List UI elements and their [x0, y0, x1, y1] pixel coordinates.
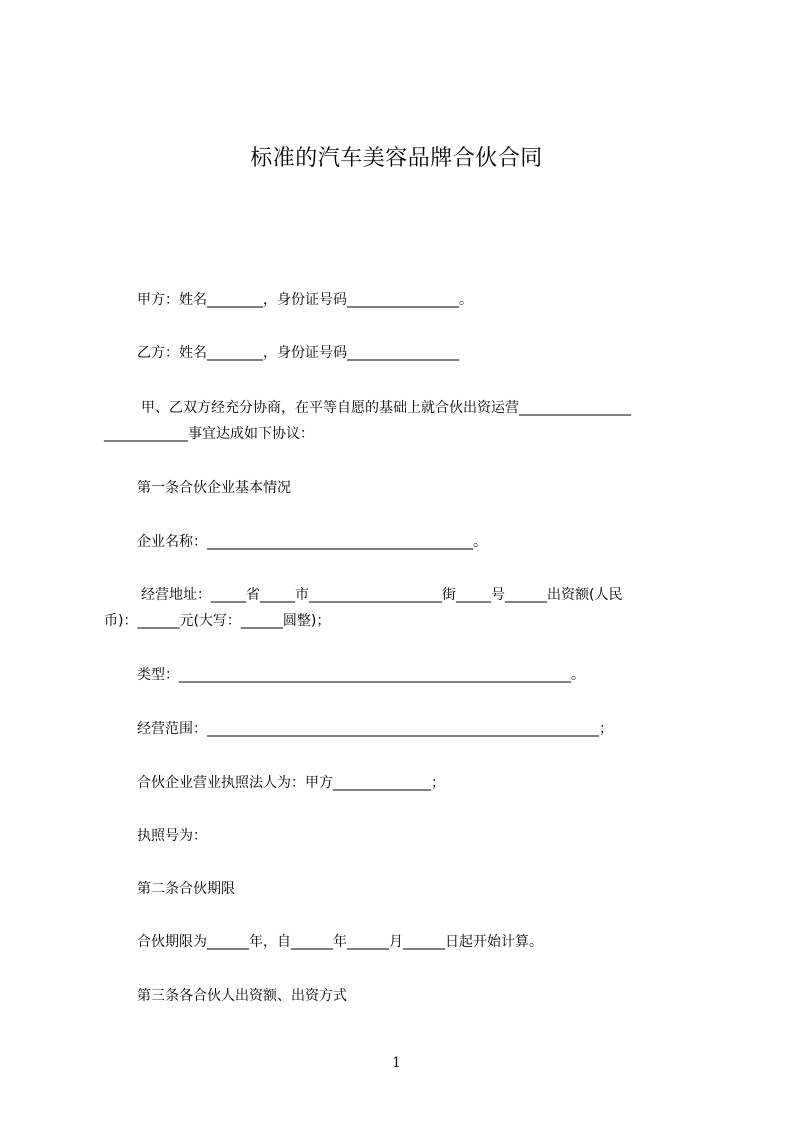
license-number-line: 执照号为： — [137, 828, 207, 844]
agreement-intro-line-1: 甲、乙双方经充分协商，在平等自愿的基础上就合伙出资运营________________ — [141, 400, 631, 416]
company-name-line: 企业名称：______________________________________。 — [137, 534, 487, 550]
party-b-line: 乙方：姓名________，身份证号码________________ — [137, 345, 459, 361]
article-1-heading: 第一条合伙企业基本情况 — [137, 480, 291, 496]
partnership-term-line: 合伙期限为______年，自______年______月______日起开始计算。 — [137, 934, 543, 950]
party-a-line: 甲方：姓名________，身份证号码________________。 — [137, 292, 473, 308]
article-2-heading: 第二条合伙期限 — [137, 881, 235, 897]
business-address-line-1: 经营地址：_____省_____市___________________街_____号______出资额(人民 — [141, 587, 623, 603]
article-3-heading: 第三条各合伙人出资额、出资方式 — [137, 988, 347, 1004]
type-line: 类型：________________________________________________________。 — [137, 667, 585, 683]
agreement-intro-line-2: ____________事宜达成如下协议： — [104, 426, 314, 442]
page-number: 1 — [392, 1055, 401, 1071]
business-scope-line: 经营范围：________________________________________________________； — [137, 721, 613, 737]
legal-representative-line: 合伙企业营业执照法人为：甲方______________； — [137, 775, 445, 791]
business-address-line-2: 币)：______元(大写：______圆整)； — [104, 613, 331, 629]
document-title: 标准的汽车美容品牌合伙合同 — [250, 146, 543, 171]
